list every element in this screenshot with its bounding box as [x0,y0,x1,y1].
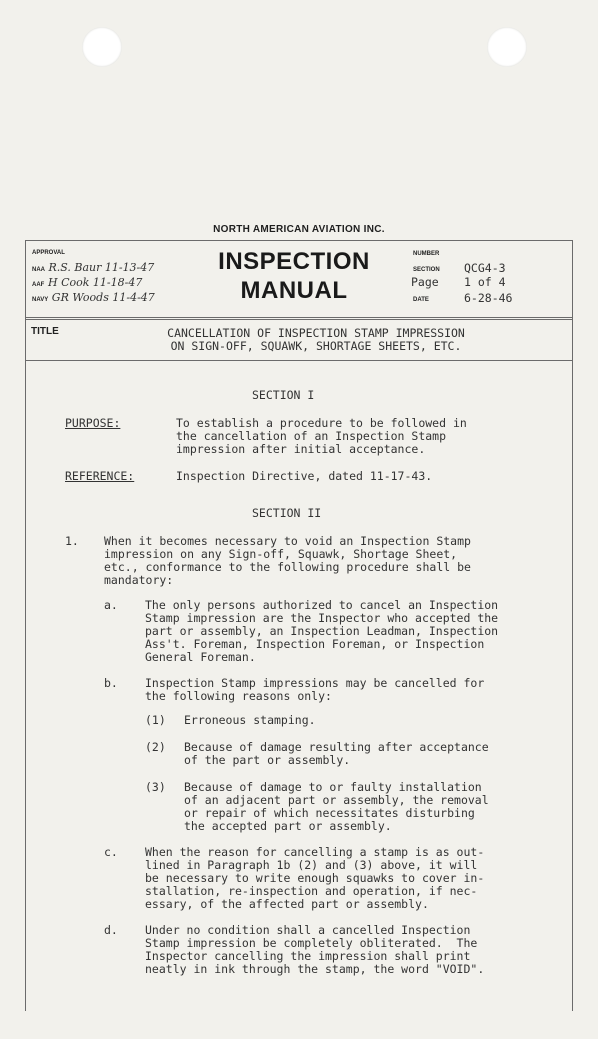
title-label: TITLE [31,326,59,337]
document-title-line1: CANCELLATION OF INSPECTION STAMP IMPRESSION [167,326,465,340]
item-c-number: c. [104,845,118,859]
item-a-line: Stamp impression are the Inspector who accepted the [145,611,499,625]
item-b-line: Inspection Stamp impressions may be cancelled for [145,676,485,690]
manual-title-line2: MANUAL [240,277,348,304]
item-b1-line: Erroneous stamping. [184,713,316,727]
section1-heading: SECTION I [252,388,315,402]
punch-hole-right [487,27,527,67]
item1-line: etc., conformance to the following procedure shall be [104,560,471,574]
item-d-line: Under no condition shall a cancelled Inspection [145,923,471,937]
item-b3-line: the accepted part or assembly. [184,819,392,833]
header-block [26,241,572,320]
item-a-line: General Foreman. [145,650,256,664]
item-c-line: lined in Paragraph 1b (2) and (3) above, it will [145,858,478,872]
document-title [96,327,536,353]
item-b2-line: Because of damage resulting after acceptance [184,740,489,754]
purpose-label: PURPOSE: [65,416,121,430]
section-label: SECTION [413,267,440,273]
number-label: NUMBER [413,251,440,257]
item-b-number: b. [104,676,118,690]
item-a-line: Ass't. Foreman, Inspection Foreman, or Inspection [145,637,485,651]
item-a-line: part or assembly, an Inspection Leadman, Inspection [145,624,499,638]
purpose-line: To establish a procedure to be followed in [176,416,467,430]
item-b3-line: Because of damage to or faulty installation [184,780,482,794]
approval-navy-signature: GR Woods 11-4-47 [51,291,155,304]
reference-label: REFERENCE: [65,469,135,483]
item-b2-number: (2) [145,740,166,754]
approval-navy [32,291,155,304]
approval-aaf-label: AAF [32,282,45,288]
punch-hole-left [82,27,122,67]
approval-label: APPROVAL [32,250,65,256]
section2-heading: SECTION II [252,506,322,520]
approval-naa-label: NAA [32,267,45,273]
manual-title [214,247,374,305]
page-label: Page [411,275,439,289]
item-b1-number: (1) [145,713,166,727]
section-value: QCG4-3 [464,261,506,275]
approval-naa-signature: R.S. Baur 11-13-47 [48,261,155,274]
item-d-line: Stamp impression be completely obliterated. The [145,936,478,950]
reference-text: Inspection Directive, dated 11-17-43. [176,469,433,483]
item-c-line: be necessary to write enough squawks to cover in- [145,871,485,885]
item-b3-line: of an adjacent part or assembly, the removal [184,793,489,807]
item1-line: impression on any Sign-off, Squawk, Shortage Sheet, [104,547,458,561]
approval-naa [32,261,154,274]
item-b2-line: of the part or assembly. [184,753,351,767]
item-b3-line: or repair of which necessitates disturbing [184,806,475,820]
document-title-line2: ON SIGN-OFF, SQUAWK, SHORTAGE SHEETS, ETC. [170,339,462,353]
title-block [26,320,572,361]
approval-aaf-signature: H Cook 11-18-47 [48,276,143,289]
approval-navy-label: NAVY [32,297,49,303]
item-b-line: the following reasons only: [145,689,332,703]
date-value: 6-28-46 [464,291,513,305]
manual-title-line1: INSPECTION [218,248,370,275]
approval-aaf [32,276,142,289]
item-d-number: d. [104,923,118,937]
date-label: DATE [413,297,429,303]
item-a-number: a. [104,598,118,612]
item-c-line: When the reason for cancelling a stamp is as out- [145,845,485,859]
item1-number: 1. [65,534,79,548]
item1-line: When it becomes necessary to void an Inspection Stamp [104,534,471,548]
item-c-line: stallation, re-inspection and operation, if nec- [145,884,478,898]
purpose-line: the cancellation of an Inspection Stamp [176,429,447,443]
item-d-line: Inspector cancelling the impression shall print [145,949,471,963]
item-a-line: The only persons authorized to cancel an Inspection [145,598,499,612]
page-value: 1 of 4 [464,275,506,289]
company-name: NORTH AMERICAN AVIATION INC. [213,224,385,235]
item-c-line: essary, of the affected part or assembly. [145,897,429,911]
item-b3-number: (3) [145,780,166,794]
purpose-line: impression after initial acceptance. [176,442,426,456]
item-d-line: neatly in ink through the stamp, the word "VOID". [145,962,485,976]
item1-line: mandatory: [104,573,174,587]
